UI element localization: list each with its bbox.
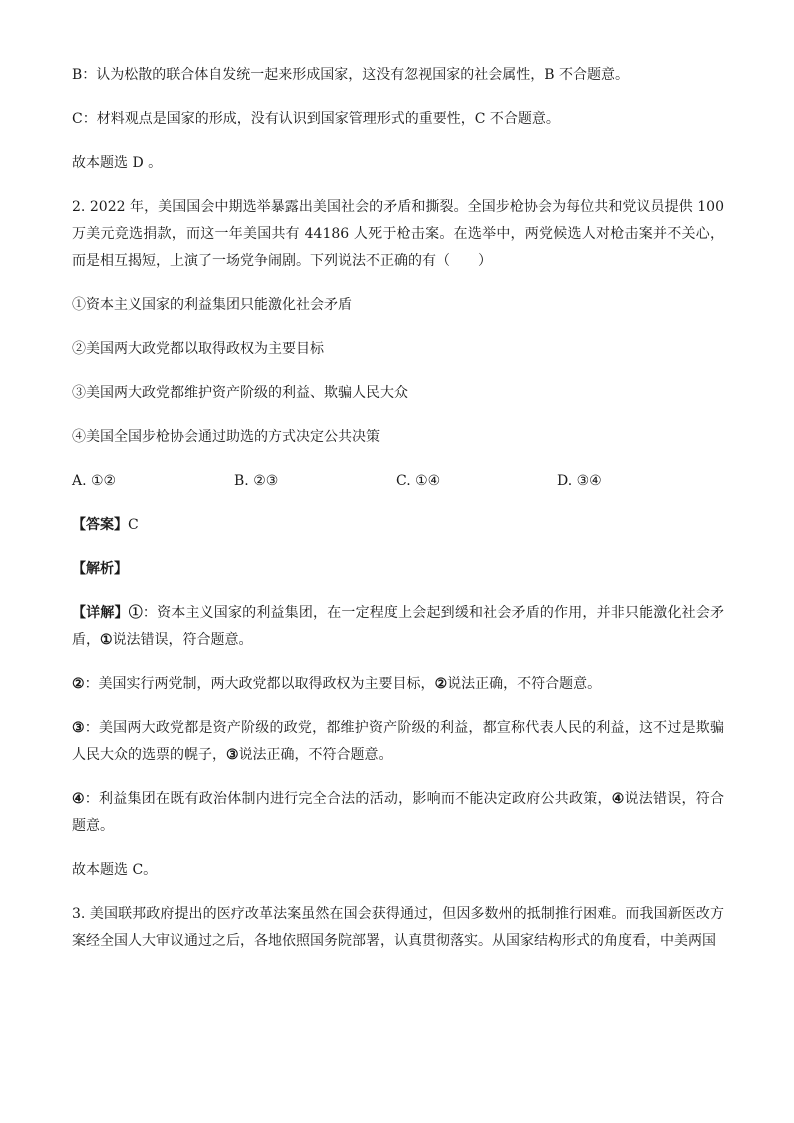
detail-4-mark: ④	[72, 791, 85, 807]
analysis-line	[72, 556, 724, 583]
statement-1: ①资本主义国家的利益集团只能激化社会矛盾	[72, 297, 352, 313]
detail-2-mark-2: ②	[434, 676, 448, 692]
previous-conclusion: 故本题选 D 。	[72, 155, 163, 171]
detail-4	[72, 786, 724, 840]
detail-1-mark-2: ①	[100, 632, 113, 648]
detail-3-end: 说法正确，不符合题意。	[238, 747, 393, 763]
detail-1	[72, 600, 724, 654]
analysis-tag: 【解析】	[72, 561, 128, 577]
detail-3	[72, 715, 724, 769]
detail-tag: 【详解】	[72, 605, 129, 621]
document-page	[72, 62, 724, 972]
statement-2: ②美国两大政党都以取得政权为主要目标	[72, 341, 324, 357]
option-c: C. ①④	[396, 473, 441, 489]
statement-3: ③美国两大政党都维护资产阶级的利益、欺骗人民大众	[72, 385, 408, 401]
answer-options	[72, 468, 724, 495]
question-2-stem: 2. 2022 年，美国国会中期选举暴露出美国社会的矛盾和撕裂。全国步枪协会为每位共和党议员提供 100 万美元竞选捐款，而这一年美国共有 44186 人死于枪击案。在选举中，两党候选人对枪击案并不关心，而是相互揭短，上演了一场党争闹剧。下列说法不正确的有（ ）	[72, 199, 724, 269]
detail-2-mark: ②	[72, 676, 85, 692]
detail-2-text: ：美国实行两党制，两大政党都以取得政权为主要目标，	[84, 676, 435, 692]
detail-2-end: 说法正确，不符合题意。	[447, 676, 602, 692]
detail-4-mark-2: ④	[611, 791, 625, 807]
answer-line	[72, 512, 724, 539]
option-b: B. ②③	[234, 473, 279, 489]
detail-3-mark: ③	[72, 720, 85, 736]
detail-4-end: 说法错误，符合题意。	[72, 791, 724, 834]
detail-1-text: ：资本主义国家的利益集团，在一定程度上会起到缓和社会矛盾的作用，并非只能激化社会矛盾，	[72, 605, 725, 648]
option-c-explanation: C：材料观点是国家的形成，没有认识到国家管理形式的重要性，C 不合题意。	[72, 111, 560, 127]
option-b-explanation: B：认为松散的联合体自发统一起来形成国家，这没有忽视国家的社会属性，B 不合题意。	[72, 67, 630, 83]
detail-1-end: 说法错误，符合题意。	[112, 632, 253, 648]
detail-2	[72, 671, 724, 698]
question-3-stem: 3. 美国联邦政府提出的医疗改革法案虽然在国会获得通过，但因多数州的抵制推行困难。而我国新医改方案经全国人大审议通过之后，各地依照国务院部署，认真贯彻落实。从国家结构形式的角度看，中美两国	[72, 906, 724, 949]
detail-3-mark-2: ③	[226, 747, 239, 763]
statement-4: ④美国全国步枪协会通过助选的方式决定公共决策	[72, 429, 380, 445]
answer-tag: 【答案】	[72, 517, 128, 533]
answer-value: C	[128, 517, 139, 533]
option-d: D. ③④	[557, 473, 602, 489]
question-2-conclusion: 故本题选 C。	[72, 862, 158, 878]
detail-3-text: ：美国两大政党都是资产阶级的政党，都维护资产阶级的利益，都宣称代表人民的利益，这不过是欺骗人民大众的选票的幌子，	[72, 720, 724, 763]
detail-1-mark: ①	[128, 605, 143, 621]
option-a: A. ①②	[72, 473, 117, 489]
detail-4-text: ：利益集团在既有政治体制内进行完全合法的活动，影响而不能决定政府公共政策，	[84, 791, 612, 807]
